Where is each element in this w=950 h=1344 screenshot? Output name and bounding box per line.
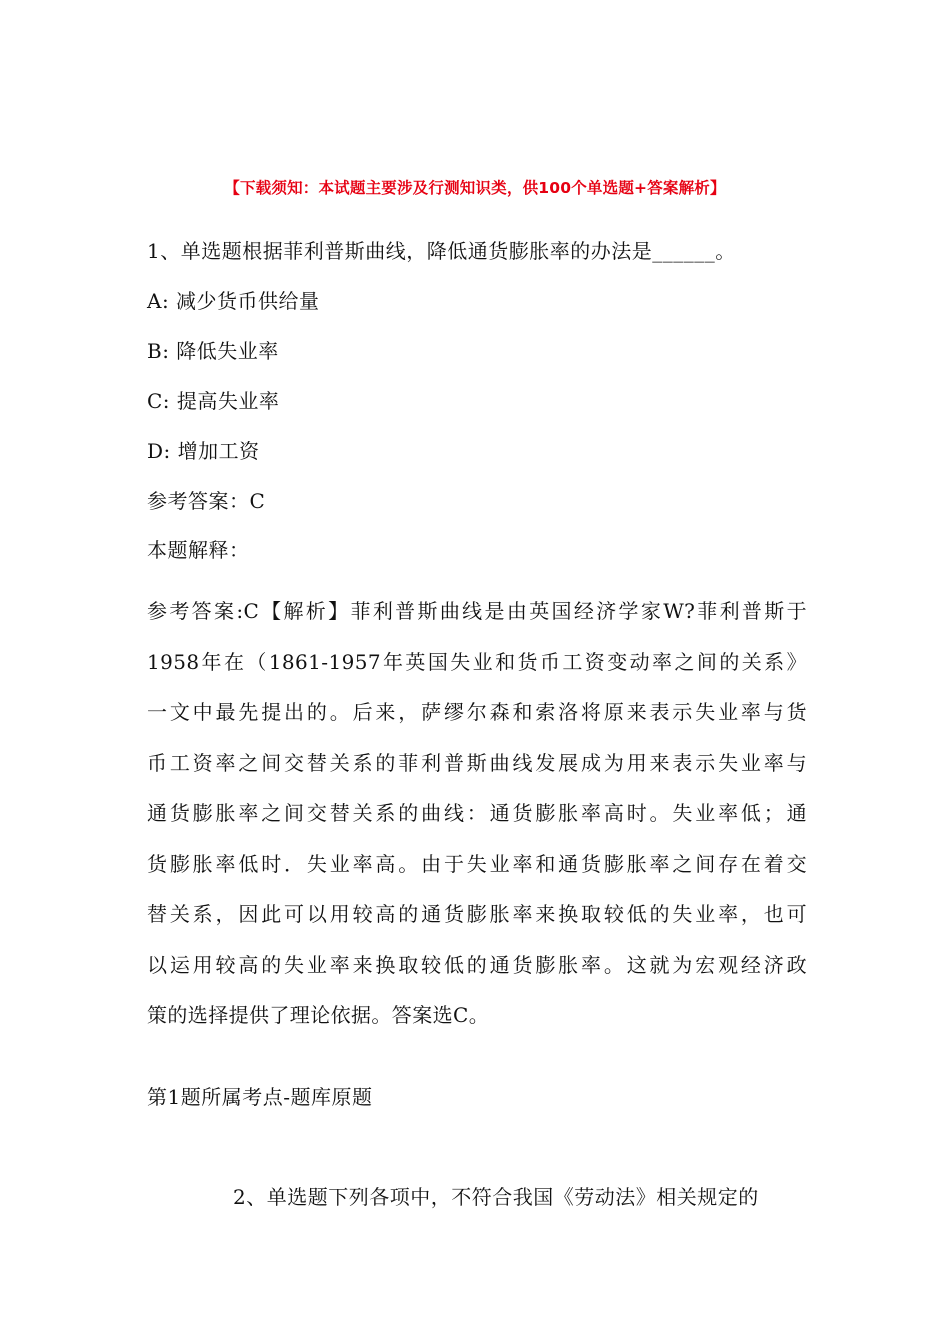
reference-answer: 参考答案：C bbox=[147, 489, 266, 513]
question-2-stem: 2、单选题下列各项中，不符合我国《劳动法》相关规定的 bbox=[233, 1185, 759, 1209]
explanation-line: 以运用较高的失业率来换取较低的通货膨胀率。这就为宏观经济政 bbox=[147, 952, 807, 977]
explanation-line: 通货膨胀率之间交替关系的曲线：通货膨胀率高时。失业率低；通 bbox=[147, 801, 807, 825]
explanation-line: 币工资率之间交替关系的菲利普斯曲线发展成为用来表示失业率与 bbox=[147, 750, 807, 775]
explanation-paragraph bbox=[147, 586, 807, 1041]
option-a: A: 减少货币供给量 bbox=[147, 289, 320, 313]
explanation-line: 参考答案:C【解析】菲利普斯曲线是由英国经济学家W?菲利普斯于 bbox=[147, 599, 807, 623]
explanation-line: 一文中最先提出的。后来，萨缪尔森和索洛将原来表示失业率与货 bbox=[147, 700, 807, 724]
option-c: C: 提高失业率 bbox=[147, 389, 280, 413]
explanation-line: 策的选择提供了理论依据。答案选C。 bbox=[147, 1003, 490, 1027]
option-b: B: 降低失业率 bbox=[147, 339, 279, 363]
explanation-line: 1958年在（1861-1957年英国失业和货币工资变动率之间的关系》 bbox=[147, 649, 807, 674]
question-1-topic: 第1题所属考点-题库原题 bbox=[147, 1085, 373, 1109]
explanation-line: 货膨胀率低时．失业率高。由于失业率和通货膨胀率之间存在着交 bbox=[147, 851, 807, 876]
explanation-line: 替关系，因此可以用较高的通货膨胀率来换取较低的失业率，也可 bbox=[147, 902, 807, 926]
question-1-stem: 1、单选题根据菲利普斯曲线，降低通货膨胀率的办法是______。 bbox=[147, 239, 736, 263]
option-d: D: 增加工资 bbox=[147, 439, 260, 463]
explanation-label: 本题解释： bbox=[147, 538, 250, 562]
download-notice: 【下载须知：本试题主要涉及行测知识类，供100个单选题+答案解析】 bbox=[224, 179, 726, 197]
